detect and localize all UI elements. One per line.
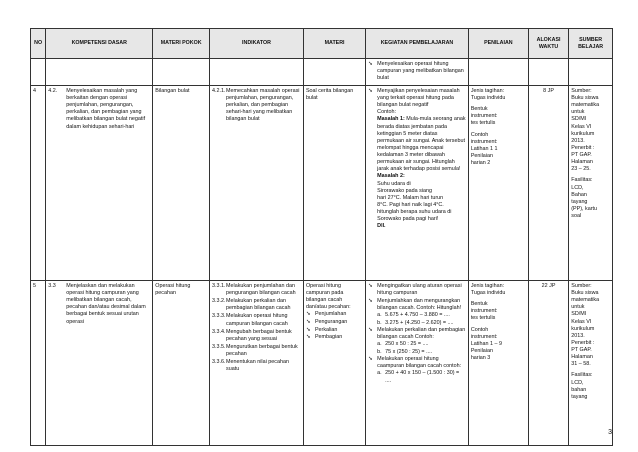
indikator-item [212,344,301,358]
penilaian-line: instrument: [470,138,498,145]
sumber-line: tayang [571,393,588,400]
kegiatan-item [368,327,466,341]
dll-label: Dll. [377,223,386,230]
kegiatan-text: Menjumlahkan dan mengurangkan bilangan cacah. Contoh: Hitunglah! [377,297,462,311]
masalah-1-label: Masalah 1: [377,116,405,123]
kompetensi-dasar-cell [46,85,153,280]
sumber-line: 2013. [571,332,585,339]
row-number: 4 [31,85,46,280]
sub-text: 5.675 + 4.750 – 3.880 = .... [385,312,450,319]
indikator-number: 3.3.4. [212,328,226,335]
indikator-item [212,88,301,124]
indikator-text: Menentukan nilai pecahan suatu [226,359,289,373]
indikator-number: 3.3.2. [212,298,226,305]
column-header: KEGIATAN PEMBELAJARAN [366,29,469,59]
sumber-line: Bahan [571,191,587,198]
penilaian-line: Latihan 1 – 9 [470,340,502,347]
kegiatan-cell [366,59,469,86]
indikator-text: Melakukan perkalian dan pembagian bilangan cacah [226,298,291,312]
sumber-line: SD/MI [571,116,587,123]
penilaian-line: tes tertulis [470,120,496,127]
sumber-line: LCD, [571,379,584,386]
indikator-text: Melakukan operasi hitung campuran bilangan cacah [226,313,288,327]
indikator-number: 3.3.1. [212,282,226,289]
masalah-2-line: Suhu udara di [377,180,411,187]
materi-intro: Operasi hitung campuran pada bilangan cacah dan/atau pecahan: [305,282,351,311]
arrow-bullet-icon: ➘ [305,311,311,318]
sub-label: b. [377,348,382,355]
sub-label: a. [377,312,382,319]
sumber-line: PT GAP. [571,152,592,158]
row-number: 5 [31,280,46,445]
arrow-bullet-icon: ➘ [368,297,373,304]
kompetensi-dasar-cell [46,280,153,445]
materi-item-text: Pengurangan [314,319,348,325]
indikator-cell [210,280,304,445]
kegiatan-item [368,356,466,370]
sumber-line: kurikulum [571,130,595,137]
sumber-line: Fasilitas: [571,177,593,184]
materi-item [306,311,363,318]
arrow-bullet-icon: ➘ [368,326,373,333]
masalah-2-line: hari 27°C. Malam hari turun [377,194,444,201]
materi-pokok-cell: Operasi hitung pecahan [153,280,210,445]
indikator-text: Memecahkan masalah operasi penjumlahan, pengurangan, perkalian, dan pembagian sehari-hari yang melibatkan bilangan bulat [226,87,300,123]
indikator-number: 3.3.5. [212,343,226,350]
alokasi-waktu-cell: 8 JP [528,85,568,280]
materi-cell [303,280,365,445]
indikator-number: 4.2.1. [212,87,226,94]
syllabus-table [30,28,613,446]
page-number: 3 [608,429,612,436]
indikator-number: 3.3.3. [212,313,226,320]
penilaian-line: Contoh [470,131,489,138]
materi-item [306,327,363,334]
kegiatan-sub-item [368,370,466,384]
penilaian-line: tes tertulis [470,315,496,322]
kegiatan-text: Melakukan operasi hitung caampuran bilangan cacah contoh: [377,355,462,369]
penilaian-line: Bentuk [470,106,488,113]
sumber-line: Sumber: [571,282,592,289]
arrow-bullet-icon: ➘ [368,355,373,362]
arrow-bullet-icon: ➘ [368,61,373,67]
sumber-line: kurikulum [571,325,595,332]
sumber-line: untuk [571,304,585,311]
table-row [31,85,613,280]
penilaian-line: Jenis tagihan: [470,282,505,289]
penilaian-line: Tugas individu [470,95,506,101]
penilaian-line: instrument: [470,308,498,315]
sub-text: 250 x 50 : 25 = .... [385,341,429,348]
penilaian-line: instrument: [470,113,498,120]
column-header: MATERI [303,29,365,59]
materi-item-text: Penjumlahan [314,311,347,318]
penilaian-line: Latihan 1 1 [470,145,498,152]
indikator-cell [210,85,304,280]
kegiatan-sub-item [368,341,466,348]
column-header: MATERI POKOK [153,29,210,59]
sumber-line: soal [571,213,582,219]
kegiatan-cell [366,85,469,280]
indikator-item [212,359,301,373]
sub-text: 3.275 + (4.250 – 2.620) = .... [385,319,454,326]
sumber-line: 23 – 25. [571,166,591,173]
penilaian-line: harian 2 [470,160,491,166]
sub-label: a. [377,341,382,348]
penilaian-line: Contoh [470,326,489,333]
sumber-belajar-cell [569,85,613,280]
penilaian-line: Penilaian [470,347,493,354]
penilaian-line: Jenis tagihan: [470,87,505,94]
table-row [31,59,613,86]
kegiatan-cell [366,280,469,445]
materi-item-text: Pembagian [314,334,343,341]
kd-number: 3.3 [48,282,56,289]
kegiatan-text: Mengingatkan ulang aturan operasi hitung campuran [377,282,462,296]
penilaian-line: Penilaian [470,152,493,159]
penilaian-cell [468,280,528,445]
kegiatan-item [368,61,466,82]
masalah-2-line: hitunglah berapa suhu udara di [377,209,452,215]
indikator-item [212,329,301,343]
sub-label: a. [377,370,382,377]
indikator-text: Mengurutkan berbagai bentuk pecahan [226,343,298,357]
kegiatan-item [368,283,466,297]
column-header: INDIKATOR [210,29,304,59]
sub-label: b. [377,319,382,326]
sumber-line: Penerbit : [571,339,595,346]
sumber-line: matematika [571,102,600,109]
sumber-line: LCD, [571,184,584,191]
column-header: PENILAIAN [468,29,528,59]
alokasi-waktu-cell: 22 JP [528,280,568,445]
indikator-text: Melakukan penjumlahan dan pengurangan bilangan cacah [226,282,296,296]
sumber-line: 2013. [571,137,585,144]
kegiatan-item [368,298,466,312]
sumber-line: Kelas VI [571,123,592,130]
sub-text: 250 + 40 x 150 – (1.500 : 30) = .... [385,370,460,384]
materi-pokok-cell: Bilangan bulat [153,85,210,280]
indikator-item [212,298,301,312]
sumber-line: Penerbit : [571,144,595,151]
sumber-line: Halaman [571,354,593,361]
column-header: KOMPETENSI DASAR [46,29,153,59]
sumber-line: SD/MI [571,311,587,318]
kegiatan-sub-item [368,320,466,327]
masalah-1-text: Mula-mula seorang anak berada diatas jembatan pada ketinggian 5 meter diatas permukaan air sungai. Anak tersebut melompat hingga mencapai kedalaman 3 meter dibawah permukaan air sungai. Hitunglah jarak anak terhadap posisi semula! [377,116,466,173]
kegiatan-sub-item [368,312,466,319]
column-header: ALOKASI WAKTU [528,29,568,59]
materi-item [306,319,363,326]
materi-cell: Soal cerita bilangan bulat [303,85,365,280]
sumber-line: bahan [571,386,587,393]
materi-item [306,334,363,341]
arrow-bullet-icon: ➘ [368,87,373,94]
sumber-line: Fasilitas: [571,372,593,379]
masalah-2-line: 8°C. Pagi hari naik lagi 4°C. [377,201,444,208]
masalah-2-line: Sorowako pada pagi hari! [377,216,439,223]
penilaian-line: Bentuk [470,301,488,308]
kegiatan-sub-item [368,349,466,356]
indikator-item [212,313,301,327]
sumber-line: PT GAP. [571,347,592,353]
kd-text: Menyelesaikan masalah yang berkaitan dengan operasi penjumlahan, pengurangan, perkalian, dan pembagian yang melibatkan bilangan bulat negatif dalam kehidupan sehari-hari [66,87,146,130]
kd-text: Menjelaskan dan melakukan operasi hitung campuran yang melibatkan bilangan cacah, pecahan dan/atau desimal dalam berbagai bentuk sesuai urutan operasi [66,282,146,325]
sumber-line: Buku siswa [571,290,599,296]
masalah-2-label: Masalah 2: [377,173,405,180]
penilaian-line: harian 3 [470,355,491,361]
sumber-line: Halaman [571,159,593,166]
arrow-bullet-icon: ➘ [368,282,373,289]
kd-number: 4.2. [48,87,58,94]
indikator-text: Mengubah berbagai bentuk pecahan yang sesuai [226,328,292,342]
penilaian-line: Tugas individu [470,290,506,296]
sumber-line: tayang [571,198,588,205]
arrow-bullet-icon: ➘ [305,319,311,325]
kegiatan-text: Menyajikan penyelesaian masalah yang terkait operasi hitung pada bilangan bulat negatif [377,87,460,109]
arrow-bullet-icon: ➘ [305,334,311,341]
sumber-line: 31 – 58. [571,361,591,368]
masalah-2-text [377,181,466,224]
kegiatan-text: Menyelesaikan operasi hitung campuran yang melibatkan bilangan bulat [377,61,464,82]
indikator-item [212,283,301,297]
sumber-line: matematika [571,297,600,304]
contoh-label: Contoh: [377,109,397,116]
penilaian-line: instrument: [470,333,498,340]
sumber-line: (PP), kartu [571,205,598,212]
penilaian-cell [468,85,528,280]
sumber-line: Buku siswa [571,95,599,101]
indikator-number: 3.3.6. [212,359,226,366]
kegiatan-text: Melakukan perkalian dan pembagian bilangan cacah Contoh: [377,326,466,340]
sumber-line: Sumber: [571,87,592,94]
sumber-belajar-cell [569,280,613,445]
materi-item-text: Perkalian [314,326,338,333]
column-header: NO [31,29,46,59]
table-row [31,280,613,445]
masalah-2-line: Sirorawako pada siang [377,187,433,194]
sumber-line: Kelas VI [571,318,592,325]
header-row [31,29,613,59]
sub-text: 75 x (250 : 25) = .... [385,348,433,355]
sumber-line: untuk [571,109,585,116]
column-header: SUMBER BELAJAR [569,29,613,59]
arrow-bullet-icon: ➘ [305,326,311,333]
